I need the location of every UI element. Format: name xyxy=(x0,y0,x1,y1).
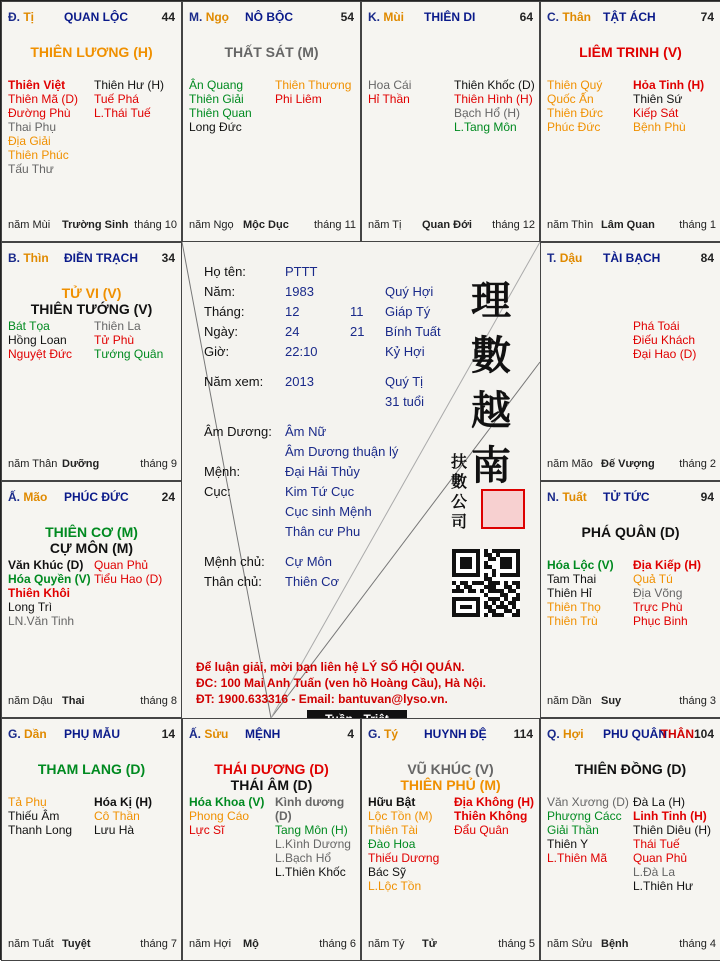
center-value: Âm Nữ xyxy=(285,424,327,439)
minor-star: Lộc Tồn (M) xyxy=(368,809,433,823)
chi-label: Hợi xyxy=(563,727,584,741)
palace-mui xyxy=(361,1,540,242)
minor-star: Long Trì xyxy=(8,600,53,614)
minor-star: Phá Toái xyxy=(633,319,680,333)
minor-star: Thiếu Âm xyxy=(8,809,60,823)
minor-star: L.Thiên Khốc xyxy=(275,865,346,879)
center-value: Kỷ Hợi xyxy=(385,344,425,359)
calligraphy-char: 越 xyxy=(471,387,511,434)
minor-star: Hóa Quyền (V) xyxy=(8,572,91,586)
footer-month: tháng 1 xyxy=(679,219,716,231)
main-star: PHÁ QUÂN (D) xyxy=(581,524,680,540)
main-star: LIÊM TRINH (V) xyxy=(579,44,682,60)
minor-star: Văn Xương (D) xyxy=(547,795,629,809)
minor-star: Tả Phụ xyxy=(8,795,47,809)
calligraphy-char: 數 xyxy=(471,332,511,379)
minor-star: L.Thiên Mã xyxy=(547,851,608,865)
truong-sinh-stage: Trường Sinh xyxy=(62,219,129,231)
palace-footer xyxy=(8,938,177,950)
minor-star: Thiên Hỉ xyxy=(547,586,592,600)
center-label: Tháng: xyxy=(204,304,245,319)
center-value: 31 tuổi xyxy=(385,394,425,409)
center-value: 24 xyxy=(285,324,300,339)
can-label: Q. xyxy=(547,727,560,741)
minor-star: Tử Phù xyxy=(94,333,135,347)
palace-header xyxy=(8,251,177,265)
contact-line: ĐT: 1900.633316 - Email: bantuvan@lyso.vn. xyxy=(196,692,448,706)
minor-star: Thiên Khốc (D) xyxy=(454,78,535,92)
minor-star: Thiên Y xyxy=(547,837,589,851)
contact-line: ĐC: 100 Mai Anh Tuấn (ven hồ Hoàng Cầu), Hà Nội. xyxy=(196,676,487,690)
center-label: Giờ: xyxy=(204,344,230,359)
can-label: M. xyxy=(189,10,203,24)
cung-name: PHU QUÂN xyxy=(603,727,668,741)
footer-month: tháng 4 xyxy=(679,938,716,950)
star-column-right xyxy=(94,558,162,586)
than-marker: THÂN xyxy=(660,727,694,741)
minor-star: Đường Phù xyxy=(8,106,71,120)
palace-tuat xyxy=(540,481,720,718)
main-star: TỬ VI (V) xyxy=(61,285,122,301)
minor-star: Quốc Ấn xyxy=(547,92,594,106)
star-column-right xyxy=(454,78,535,134)
truong-sinh-stage: Bệnh xyxy=(601,938,629,950)
chi-label: Thìn xyxy=(23,251,49,265)
minor-star: L.Tang Môn xyxy=(454,120,517,134)
star-column-left xyxy=(8,319,72,361)
can-label: Ấ. xyxy=(189,727,201,741)
minor-star: Thiên Khôi xyxy=(8,586,70,600)
minor-star: Kiếp Sát xyxy=(633,106,679,120)
star-column-right xyxy=(633,795,711,893)
star-column-left xyxy=(189,795,264,837)
footer-month: tháng 9 xyxy=(140,458,177,470)
minor-star: Điếu Khách xyxy=(633,333,696,347)
minor-star: Đẩu Quân xyxy=(454,823,509,837)
minor-star: Lưu Hà xyxy=(94,823,135,837)
star-column-left xyxy=(8,78,78,176)
star-column-right xyxy=(275,795,360,879)
minor-star: Ân Quang xyxy=(189,78,244,92)
cung-name: ĐIỀN TRẠCH xyxy=(64,251,138,265)
center-value: Thiên Cơ xyxy=(285,574,340,589)
chi-label: Thân xyxy=(562,10,592,24)
main-star: THAM LANG (D) xyxy=(37,761,146,777)
minor-star: Địa Giải xyxy=(8,134,51,148)
footer-month: tháng 10 xyxy=(134,219,177,231)
minor-star: Thiên Không xyxy=(454,809,528,823)
main-star: THIÊN TƯỚNG (V) xyxy=(30,301,153,317)
red-seal-stamp xyxy=(481,489,525,529)
minor-star: Thiên Diêu (H) xyxy=(633,823,712,837)
minor-star: Địa Không (H) xyxy=(454,795,534,809)
footer-year: năm Thân xyxy=(8,458,58,470)
chi-label: Dần xyxy=(24,727,47,741)
center-value: 1983 xyxy=(285,284,314,299)
minor-star: Phong Cáo xyxy=(189,809,250,823)
chi-label: Mùi xyxy=(383,10,405,24)
center-label: Thân chủ: xyxy=(204,574,262,589)
main-star: VŨ KHÚC (V) xyxy=(407,761,494,777)
can-label: C. xyxy=(547,10,559,24)
truong-sinh-stage: Tuyệt xyxy=(62,938,91,950)
dai-han-number: 94 xyxy=(700,490,714,504)
palace-header xyxy=(547,727,716,741)
footer-year: năm Tị xyxy=(368,219,402,231)
palace-ti xyxy=(1,1,182,242)
minor-star: Hóa Khoa (V) xyxy=(189,795,265,809)
minor-star: Bạch Hổ (H) xyxy=(454,106,521,120)
minor-star: Thiên Sứ xyxy=(633,92,683,106)
minor-star: Thiên La xyxy=(94,319,141,333)
minor-star: Hoa Cái xyxy=(368,78,412,92)
minor-star: Quan Phủ xyxy=(94,558,149,572)
footer-year: năm Hợi xyxy=(189,938,232,950)
dai-han-number: 104 xyxy=(693,727,714,741)
palace-header xyxy=(368,727,535,741)
minor-star: Văn Khúc (D) xyxy=(8,558,84,572)
minor-star: Thiên Tài xyxy=(368,823,418,837)
minor-star: Hỉ Thần xyxy=(368,92,410,106)
dai-han-number: 14 xyxy=(161,727,175,741)
minor-star: L.Lộc Tồn xyxy=(368,879,422,893)
star-column-left xyxy=(547,558,614,628)
star-column-right xyxy=(633,319,696,361)
main-star: THÁI ÂM (D) xyxy=(230,777,313,793)
star-column-right xyxy=(94,78,164,120)
center-label: Họ tên: xyxy=(204,264,246,279)
footer-year: năm Tuất xyxy=(8,938,54,950)
footer-month: tháng 5 xyxy=(498,938,535,950)
palace-footer xyxy=(8,458,177,470)
palace-footer xyxy=(189,938,356,950)
star-column-right xyxy=(633,558,701,628)
palace-dau xyxy=(540,242,720,481)
star-column-right xyxy=(633,78,704,134)
palace-ngo xyxy=(182,1,361,242)
center-value: Giáp Tý xyxy=(385,304,431,319)
chi-label: Sửu xyxy=(204,727,229,741)
minor-star: Thiên Quan xyxy=(189,106,252,120)
center-value: Cự Môn xyxy=(285,554,332,569)
cung-name: HUYNH ĐỆ xyxy=(424,727,487,741)
star-column-left xyxy=(8,795,72,837)
minor-star: Bệnh Phù xyxy=(633,120,686,134)
can-label: N. xyxy=(547,490,559,504)
truong-sinh-stage: Thai xyxy=(62,695,85,707)
center-label: Năm: xyxy=(204,284,236,299)
palace-footer xyxy=(368,219,535,231)
star-column-right xyxy=(275,78,351,106)
minor-star: Bát Tọa xyxy=(8,319,50,333)
minor-star: Thiên Thương xyxy=(275,78,352,92)
main-star: THẤT SÁT (M) xyxy=(224,44,319,60)
star-column-left xyxy=(8,558,91,628)
dai-han-number: 114 xyxy=(513,727,533,741)
palace-header xyxy=(547,490,716,504)
palace-header xyxy=(8,10,177,24)
minor-star: Nguyệt Đức xyxy=(8,347,73,361)
minor-star: Đại Hao (D) xyxy=(633,347,697,361)
center-value: Cục sinh Mệnh xyxy=(285,504,372,519)
dai-han-number: 84 xyxy=(700,251,714,265)
cung-name: PHỤ MẪU xyxy=(64,727,120,741)
palace-header xyxy=(8,490,177,504)
dai-han-number: 4 xyxy=(347,727,354,741)
minor-star: Lực Sĩ xyxy=(189,823,225,837)
minor-star: L.Đà La xyxy=(633,865,676,879)
palace-footer xyxy=(8,219,177,231)
minor-star: Bác Sỹ xyxy=(368,865,407,879)
can-label: T. xyxy=(547,251,557,265)
center-label: Cục: xyxy=(204,484,231,499)
center-value: 11 xyxy=(350,304,364,319)
palace-header xyxy=(8,727,177,741)
contact-line: Để luận giải, mời bạn liên hệ LÝ SỐ HỘI QUÁN. xyxy=(196,660,465,674)
truong-sinh-stage: Dưỡng xyxy=(62,458,100,470)
minor-star: Hóa Lộc (V) xyxy=(547,558,614,572)
center-value: Kim Tứ Cục xyxy=(285,484,355,499)
truong-sinh-stage: Mộ xyxy=(243,938,259,950)
calligraphy-small-char: 扶 xyxy=(451,452,468,471)
footer-month: tháng 6 xyxy=(319,938,356,950)
palace-dan xyxy=(1,718,182,961)
minor-star: Tang Môn (H) xyxy=(275,823,348,837)
can-label: B. xyxy=(8,251,20,265)
star-column-left xyxy=(368,78,411,106)
minor-star: Thiên Đức xyxy=(547,106,604,120)
center-value: Đại Hải Thủy xyxy=(285,464,360,479)
minor-star: Phúc Đức xyxy=(547,120,601,134)
calligraphy-char: 理 xyxy=(471,277,511,324)
truong-sinh-stage: Suy xyxy=(601,695,622,707)
center-label: Năm xem: xyxy=(204,374,264,389)
palace-header xyxy=(189,727,356,741)
center-value: Quý Hợi xyxy=(385,284,434,299)
chi-label: Dậu xyxy=(559,251,583,265)
palace-hoi xyxy=(540,718,720,961)
cung-name: TỬ TỨC xyxy=(603,490,650,504)
minor-star: Đà La (H) xyxy=(633,795,686,809)
star-column-right xyxy=(94,795,152,837)
truong-sinh-stage: Tử xyxy=(422,938,437,950)
minor-star: Trực Phù xyxy=(633,600,683,614)
minor-star: Thiên Thọ xyxy=(547,600,601,614)
can-label: K. xyxy=(368,10,380,24)
center-value: 2013 xyxy=(285,374,314,389)
minor-star: Thanh Long xyxy=(8,823,73,837)
palace-mao xyxy=(1,481,182,718)
main-star: THIÊN PHỦ (M) xyxy=(400,777,501,793)
star-column-left xyxy=(368,795,439,893)
dai-han-number: 64 xyxy=(519,10,533,24)
cung-name: MỆNH xyxy=(245,727,281,741)
main-star: THÁI DƯƠNG (D) xyxy=(214,761,329,777)
minor-star: Cô Thần xyxy=(94,809,140,823)
footer-month: tháng 8 xyxy=(140,695,177,707)
minor-star: Tấu Thư xyxy=(8,162,54,176)
palace-header xyxy=(368,10,535,24)
star-column-right xyxy=(94,319,163,361)
minor-star: Tiểu Hao (D) xyxy=(94,572,163,586)
palace-header xyxy=(547,10,716,24)
minor-star: Phi Liêm xyxy=(275,92,322,106)
footer-year: năm Thìn xyxy=(547,219,594,231)
minor-star: Thiếu Dương xyxy=(368,851,440,865)
minor-star: Địa Võng xyxy=(633,586,683,600)
main-star: THIÊN ĐỒNG (D) xyxy=(574,761,687,777)
minor-star: Tướng Quân xyxy=(94,347,164,361)
dai-han-number: 54 xyxy=(340,10,354,24)
minor-star: Tuế Phá xyxy=(94,92,139,106)
palace-than xyxy=(540,1,720,242)
footer-year: năm Ngọ xyxy=(189,219,234,231)
minor-star: Thiên Hư (H) xyxy=(94,78,165,92)
footer-month: tháng 7 xyxy=(140,938,177,950)
palace-header xyxy=(189,10,356,24)
palace-ty xyxy=(361,718,540,961)
minor-star: Phượng Cácc xyxy=(547,809,622,823)
minor-star: Tam Thai xyxy=(547,572,597,586)
dai-han-number: 34 xyxy=(161,251,175,265)
truong-sinh-stage: Mộc Dục xyxy=(243,219,289,231)
minor-star: Thai Phụ xyxy=(8,120,57,134)
minor-star: Thiên Trù xyxy=(547,614,598,628)
chi-label: Mão xyxy=(23,490,48,504)
footer-year: năm Mão xyxy=(547,458,593,470)
cung-name: TÀI BẠCH xyxy=(603,251,661,265)
chi-label: Tị xyxy=(23,10,35,24)
truong-sinh-stage: Quan Đới xyxy=(422,219,472,231)
can-label: Ấ. xyxy=(8,490,20,504)
palace-thin xyxy=(1,242,182,481)
calligraphy-small-char: 司 xyxy=(451,512,468,531)
footer-year: năm Tý xyxy=(368,938,405,950)
minor-star: Thiên Giải xyxy=(189,92,244,106)
center-value: 21 xyxy=(350,324,365,339)
footer-year: năm Mùi xyxy=(8,219,51,231)
footer-month: tháng 3 xyxy=(679,695,716,707)
minor-star: Thiên Hình (H) xyxy=(454,92,533,106)
main-star: THIÊN LƯƠNG (H) xyxy=(30,44,153,60)
cung-name: TẬT ÁCH xyxy=(603,10,656,24)
footer-month: tháng 2 xyxy=(679,458,716,470)
center-value: 12 xyxy=(285,304,300,319)
minor-star: Hồng Loan xyxy=(8,333,67,347)
dai-han-number: 24 xyxy=(161,490,175,504)
palace-suu xyxy=(182,718,361,961)
minor-star: L.Thiên Hư xyxy=(633,879,694,893)
truong-sinh-stage: Đế Vượng xyxy=(601,458,655,470)
minor-star: Thiên Mã (D) xyxy=(8,92,79,106)
footer-month: tháng 12 xyxy=(492,219,535,231)
cung-name: THIÊN DI xyxy=(424,10,476,24)
palace-footer xyxy=(547,938,716,950)
minor-star: Linh Tinh (H) xyxy=(633,809,707,823)
main-star: CỰ MÔN (M) xyxy=(49,540,134,556)
minor-star: Thái Tuế xyxy=(633,837,680,851)
chi-label: Ngọ xyxy=(205,10,230,24)
center-value: Âm Dương thuận lý xyxy=(285,444,399,459)
chi-label: Tuất xyxy=(562,490,587,504)
minor-star: Thiên Việt xyxy=(8,78,66,92)
can-label: Đ. xyxy=(8,10,20,24)
palace-footer xyxy=(368,938,535,950)
footer-year: năm Dần xyxy=(547,695,592,707)
center-label: Âm Dương: xyxy=(204,424,272,439)
star-column-left xyxy=(547,795,629,865)
center-label: Ngày: xyxy=(204,324,238,339)
dai-han-number: 74 xyxy=(700,10,714,24)
footer-year: năm Sửu xyxy=(547,938,593,950)
palace-footer xyxy=(547,695,716,707)
palace-header xyxy=(547,251,716,265)
minor-star: L.Kình Dương xyxy=(275,837,351,851)
star-column-left xyxy=(189,78,252,134)
cung-name: NÔ BỘC xyxy=(245,10,293,24)
minor-star: Thiên Phúc xyxy=(8,148,69,162)
calligraphy-small-char: 數 xyxy=(451,472,468,491)
palace-footer xyxy=(547,219,716,231)
dai-han-number: 44 xyxy=(161,10,175,24)
cung-name: PHÚC ĐỨC xyxy=(64,490,129,504)
can-label: G. xyxy=(8,727,21,741)
main-star: THIÊN CƠ (M) xyxy=(45,524,138,540)
chi-label: Tý xyxy=(384,727,399,741)
center-value: Bính Tuất xyxy=(385,324,441,339)
minor-star: Long Đức xyxy=(189,120,242,134)
qr-code-icon xyxy=(452,549,520,617)
minor-star: Giải Thần xyxy=(547,823,599,837)
minor-star: Đào Hoa xyxy=(368,837,416,851)
center-value: PTTT xyxy=(285,264,318,279)
minor-star: Hữu Bật xyxy=(368,795,416,809)
minor-star: Kình dương (D) xyxy=(275,795,345,823)
can-label: G. xyxy=(368,727,381,741)
minor-star: Quả Tú xyxy=(633,572,673,586)
calligraphy-small-char: 公 xyxy=(451,492,468,511)
minor-star: LN.Văn Tinh xyxy=(8,614,75,628)
star-column-right xyxy=(454,795,534,837)
center-value: Thân cư Phu xyxy=(285,524,361,539)
minor-star: L.Bạch Hổ xyxy=(275,851,332,865)
minor-star: Thiên Quý xyxy=(547,78,603,92)
minor-star: Hỏa Tinh (H) xyxy=(633,78,705,92)
center-label: Mệnh chủ: xyxy=(204,554,265,569)
minor-star: Địa Kiếp (H) xyxy=(633,558,702,572)
minor-star: L.Thái Tuế xyxy=(94,106,151,120)
center-value: Quý Tị xyxy=(385,374,424,389)
minor-star: Phục Binh xyxy=(633,614,688,628)
truong-sinh-stage: Lâm Quan xyxy=(601,219,655,231)
footer-month: tháng 11 xyxy=(313,219,356,231)
star-column-left xyxy=(547,78,603,134)
palace-footer xyxy=(8,695,177,707)
minor-star: Quan Phủ xyxy=(633,851,688,865)
minor-star: Hóa Kị (H) xyxy=(94,795,152,809)
palace-footer xyxy=(547,458,716,470)
footer-year: năm Dậu xyxy=(8,695,53,707)
cung-name: QUAN LỘC xyxy=(64,10,128,24)
palace-footer xyxy=(189,219,356,231)
center-label: Mệnh: xyxy=(204,464,241,479)
calligraphy-char: 南 xyxy=(471,442,511,489)
center-value: 22:10 xyxy=(285,344,318,359)
